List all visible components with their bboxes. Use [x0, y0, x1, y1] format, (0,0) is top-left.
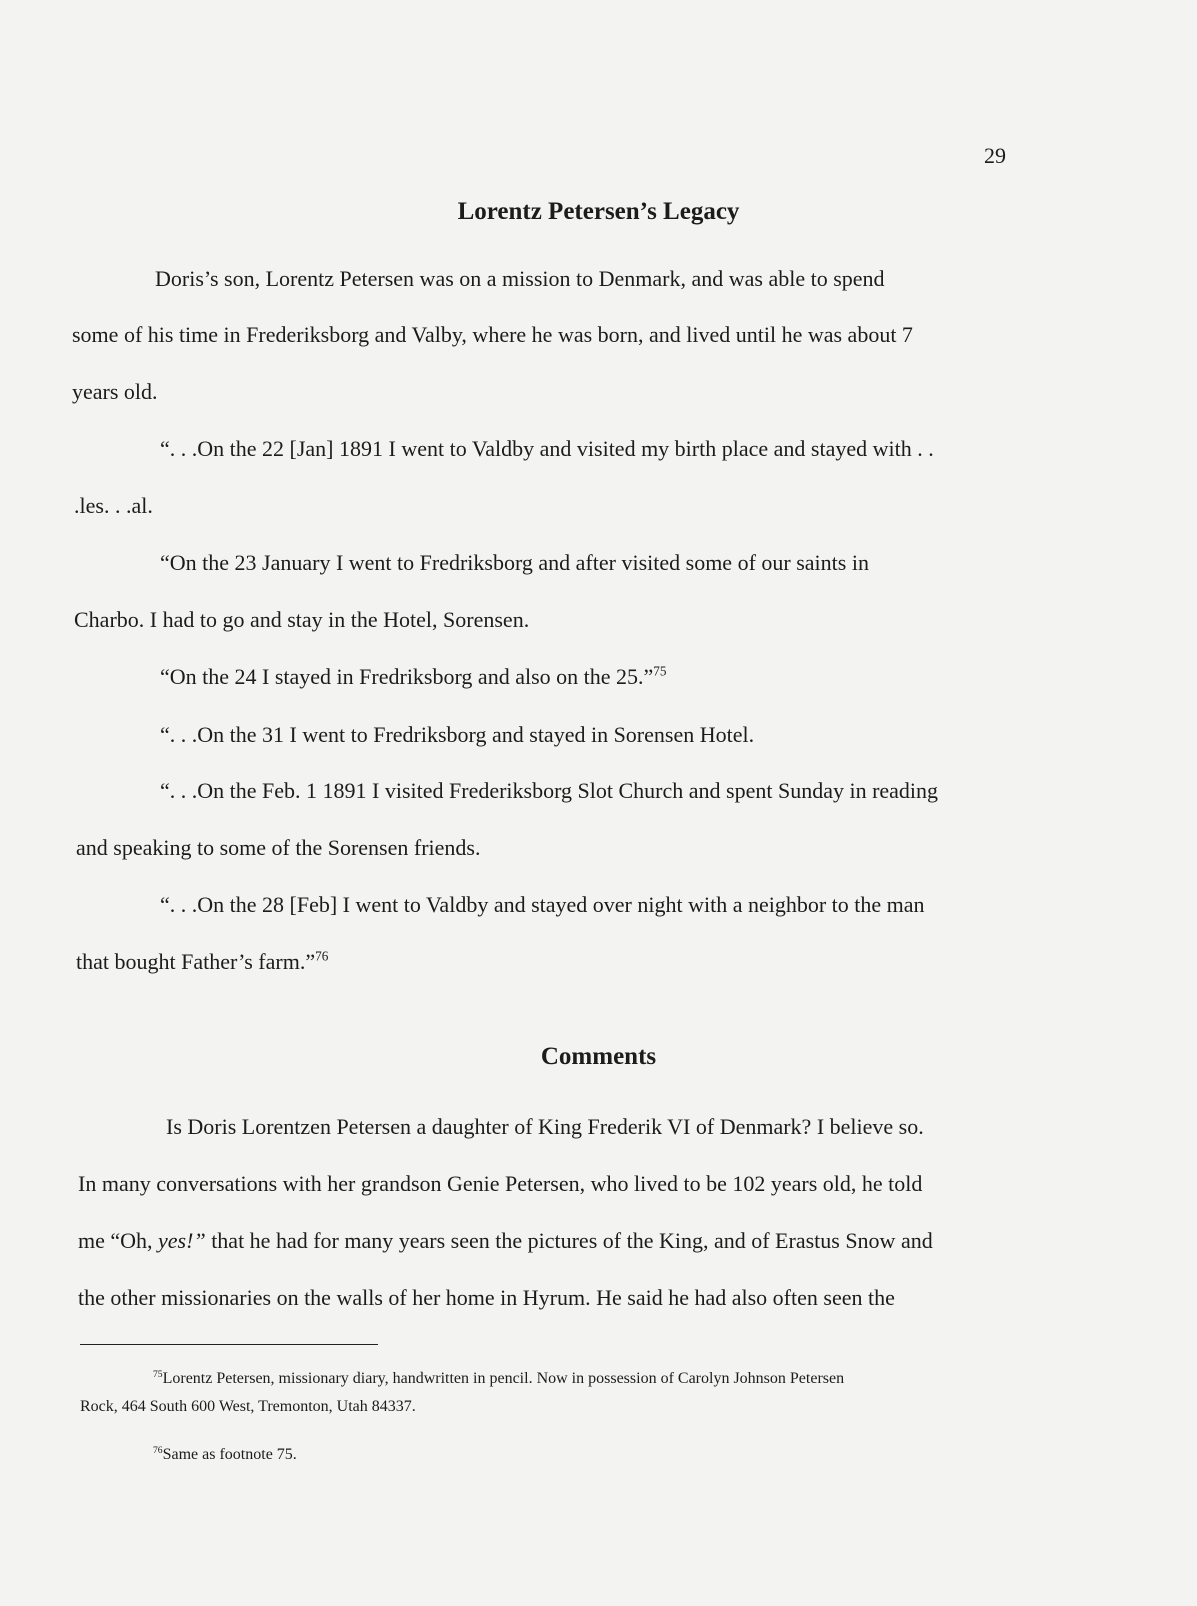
paragraph-line: some of his time in Frederiksborg and Valby, where he was born, and lived until he was about 7 [72, 322, 913, 347]
section-title-comments: Comments [540, 1043, 657, 1070]
quote-text: “On the 24 I stayed in Fredriksborg and also on the 25.” [160, 664, 654, 689]
quote-text: that bought Father’s farm.” [76, 949, 316, 974]
footnote-ref-75: 75 [653, 663, 667, 679]
footnote-divider [80, 1344, 378, 1345]
page-number: 29 [984, 143, 1006, 168]
footnote-text: Same as footnote 75. [162, 1446, 297, 1463]
diary-quote-line: Charbo. I had to go and stay in the Hotel, Sorensen. [74, 607, 530, 632]
paragraph-line: Is Doris Lorentzen Petersen a daughter of King Frederik VI of Denmark? I believe so. [166, 1114, 924, 1139]
diary-quote-line: .les. . .al. [74, 493, 153, 518]
diary-quote-line: “On the 23 January I went to Fredriksborg and after visited some of our saints in [160, 550, 869, 575]
diary-quote-line: and speaking to some of the Sorensen friends. [76, 835, 481, 860]
diary-quote-line: “. . .On the Feb. 1 1891 I visited Frederiksborg Slot Church and spent Sunday in reading [160, 778, 939, 803]
paragraph-line: Doris’s son, Lorentz Petersen was on a mission to Denmark, and was able to spend [155, 266, 885, 291]
footnote-75 [153, 1370, 844, 1388]
footnote-76 [153, 1446, 297, 1464]
footnote-75-line2: Rock, 464 South 600 West, Tremonton, Utah 84337. [80, 1398, 416, 1415]
line-rest: that he had for many years seen the pictures of the King, and of Erastus Snow and [211, 1228, 933, 1253]
emphasis-text: yes!” [158, 1228, 206, 1253]
section-title-legacy: Lorentz Petersen’s Legacy [457, 198, 740, 225]
diary-quote-line [76, 949, 328, 975]
footnote-number: 76 [153, 1444, 163, 1456]
line-prefix: me “Oh, [78, 1228, 159, 1253]
footnote-number: 75 [153, 1368, 163, 1380]
diary-quote-line: “. . .On the 28 [Feb] I went to Valdby and stayed over night with a neighbor to the man [160, 892, 925, 917]
paragraph-line [78, 1228, 933, 1254]
paragraph-line: years old. [72, 379, 158, 404]
diary-quote-line [160, 664, 666, 690]
paragraph-line: the other missionaries on the walls of her home in Hyrum. He said he had also often seen the [78, 1285, 895, 1310]
diary-quote-line: “. . .On the 31 I went to Fredriksborg and stayed in Sorensen Hotel. [160, 722, 755, 747]
footnote-text: Lorentz Petersen, missionary diary, handwritten in pencil. Now in possession of Carolyn Johnson Petersen [162, 1370, 845, 1387]
diary-quote-line: “. . .On the 22 [Jan] 1891 I went to Valdby and visited my birth place and stayed with . . [160, 436, 934, 461]
footnote-ref-76: 76 [315, 948, 329, 964]
paragraph-line: In many conversations with her grandson Genie Petersen, who lived to be 102 years old, he told [78, 1171, 923, 1196]
